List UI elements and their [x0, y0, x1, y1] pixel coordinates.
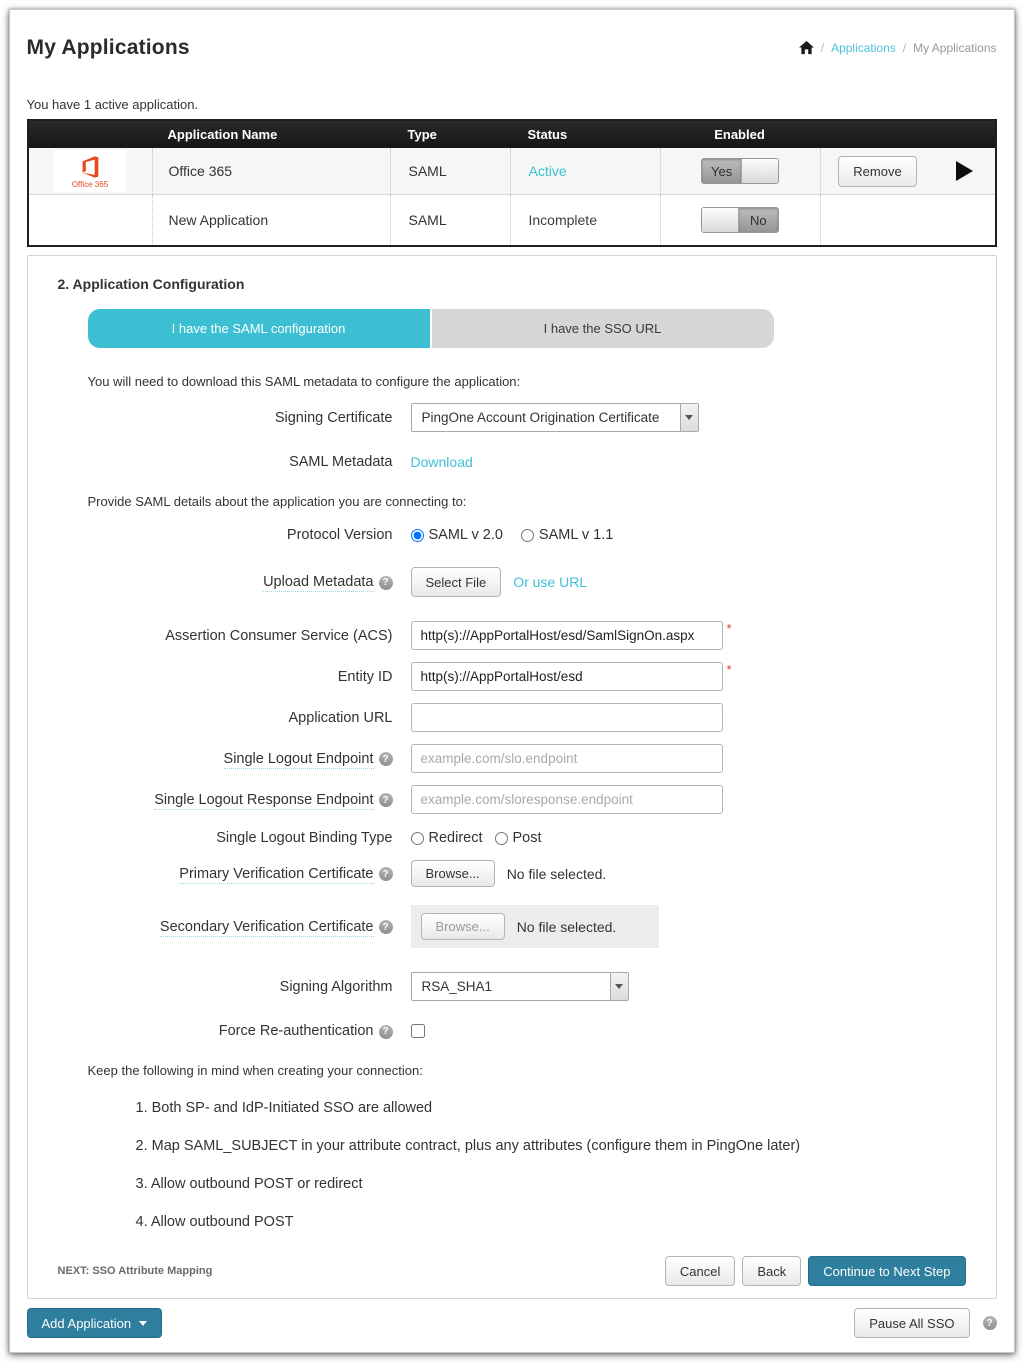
slo-endpoint-input[interactable]	[411, 744, 723, 773]
note-item-4: 4. Allow outbound POST	[135, 1214, 294, 1230]
protocol-version-label: Protocol Version	[286, 527, 393, 543]
note-item-1: 1. Both SP- and IdP-Initiated SSO are allowed	[135, 1100, 433, 1116]
next-step-hint: NEXT: SSO Attribute Mapping	[57, 1265, 213, 1277]
required-asterisk: *	[726, 662, 732, 677]
chevron-down-icon	[610, 973, 628, 1000]
continue-next-step-button[interactable]: Continue to Next Step	[808, 1256, 965, 1286]
app-name: Office 365	[152, 148, 390, 194]
app-status: Active	[510, 148, 660, 194]
signing-algorithm-value: RSA_SHA1	[421, 979, 493, 994]
download-instructions: You will need to download this SAML metadata to configure the application:	[87, 374, 521, 389]
applications-table	[27, 119, 997, 247]
page-header	[27, 36, 997, 60]
toggle-knob	[702, 208, 739, 232]
toggle-knob	[741, 159, 778, 183]
table-header-row	[29, 121, 995, 148]
application-configuration-panel	[27, 255, 997, 1299]
help-icon[interactable]: ?	[379, 867, 393, 881]
radio-post-input[interactable]	[495, 832, 508, 845]
select-file-button[interactable]: Select File	[411, 567, 502, 597]
office365-logo-caption: Office 365	[71, 179, 109, 189]
tab-saml-configuration[interactable]: I have the SAML configuration	[88, 309, 430, 348]
entity-id-input[interactable]	[411, 662, 723, 691]
signing-algorithm-select[interactable]	[411, 972, 629, 1001]
primary-cert-browse-button[interactable]: Browse...	[411, 860, 495, 887]
cancel-button[interactable]: Cancel	[665, 1256, 735, 1286]
toggle-no-label: No	[739, 208, 778, 232]
pause-all-sso-button[interactable]: Pause All SSO	[854, 1308, 969, 1338]
help-icon[interactable]: ?	[379, 1025, 393, 1039]
office365-logo-icon	[77, 154, 103, 180]
breadcrumb	[799, 41, 997, 55]
radio-saml-v1[interactable]: SAML v 1.1	[521, 527, 613, 543]
add-application-button[interactable]: Add Application	[27, 1308, 163, 1338]
application-url-input[interactable]	[411, 703, 723, 732]
download-link[interactable]: Download	[410, 454, 473, 470]
active-app-summary: You have 1 active application.	[26, 97, 199, 112]
expand-row-icon[interactable]	[956, 161, 973, 181]
secondary-cert-disabled-area	[411, 905, 659, 948]
my-applications-page	[9, 9, 1015, 1353]
signing-certificate-label: Signing Certificate	[274, 409, 393, 426]
column-header-status: Status	[527, 127, 568, 142]
secondary-cert-label: Secondary Verification Certificate ?	[58, 919, 393, 935]
breadcrumb-separator: /	[820, 41, 825, 55]
enabled-toggle-office365[interactable]	[701, 158, 779, 184]
toggle-yes-label: Yes	[702, 159, 741, 183]
page-title: My Applications	[26, 36, 190, 59]
force-reauth-label: Force Re-authentication ?	[58, 1023, 393, 1039]
home-icon[interactable]	[799, 41, 814, 55]
force-reauth-checkbox[interactable]	[411, 1024, 425, 1038]
acs-input[interactable]	[411, 621, 723, 650]
signing-certificate-value: PingOne Account Origination Certificate	[421, 410, 660, 425]
application-url-label: Application URL	[288, 709, 393, 726]
app-type: SAML	[390, 148, 510, 194]
upload-metadata-label: Upload Metadata ?	[58, 574, 393, 590]
table-row-office365	[29, 148, 995, 195]
help-icon[interactable]: ?	[379, 752, 393, 766]
breadcrumb-separator: /	[902, 41, 907, 55]
note-item-3: 3. Allow outbound POST or redirect	[135, 1176, 363, 1192]
breadcrumb-current: My Applications	[913, 41, 997, 55]
saml-metadata-label: SAML Metadata	[289, 454, 393, 470]
section-title: 2. Application Configuration	[57, 276, 245, 292]
notes-intro: Keep the following in mind when creating your connection:	[87, 1063, 423, 1078]
slo-binding-type-label: Single Logout Binding Type	[216, 830, 393, 846]
radio-saml-v2-input[interactable]	[411, 529, 424, 542]
caret-down-icon	[139, 1321, 147, 1326]
configuration-tabs	[88, 309, 774, 348]
details-instructions: Provide SAML details about the application you are connecting to:	[87, 494, 467, 509]
help-icon[interactable]: ?	[983, 1316, 997, 1330]
primary-cert-file-status: No file selected.	[506, 865, 607, 882]
slo-endpoint-label: Single Logout Endpoint ?	[58, 751, 393, 767]
signing-algorithm-label: Signing Algorithm	[279, 978, 393, 995]
column-header-type: Type	[407, 127, 437, 142]
enabled-toggle-new-application[interactable]	[701, 207, 779, 233]
entity-id-label: Entity ID	[337, 668, 393, 685]
back-button[interactable]: Back	[742, 1256, 801, 1286]
signing-certificate-select[interactable]	[411, 403, 699, 432]
acs-label: Assertion Consumer Service (ACS)	[165, 627, 393, 644]
primary-cert-label: Primary Verification Certificate ?	[58, 866, 393, 882]
required-asterisk: *	[726, 621, 732, 636]
radio-saml-v2[interactable]: SAML v 2.0	[411, 527, 503, 543]
help-icon[interactable]: ?	[379, 920, 393, 934]
help-icon[interactable]: ?	[379, 793, 393, 807]
note-item-2: 2. Map SAML_SUBJECT in your attribute contract, plus any attributes (configure them in PingOne later)	[135, 1138, 801, 1154]
slo-response-endpoint-label: Single Logout Response Endpoint ?	[58, 792, 393, 808]
radio-post[interactable]: Post	[495, 830, 542, 846]
use-url-link[interactable]: Or use URL	[513, 574, 588, 590]
tab-sso-url[interactable]: I have the SSO URL	[432, 309, 774, 348]
radio-saml-v1-input[interactable]	[521, 529, 534, 542]
table-row-new-application	[29, 195, 995, 245]
chevron-down-icon	[680, 404, 698, 431]
slo-response-endpoint-input[interactable]	[411, 785, 723, 814]
help-icon[interactable]: ?	[379, 576, 393, 590]
app-type: SAML	[390, 195, 510, 245]
office365-logo	[54, 150, 126, 192]
radio-redirect-input[interactable]	[411, 832, 424, 845]
secondary-cert-browse-button[interactable]: Browse...	[421, 913, 505, 940]
column-header-enabled: Enabled	[714, 127, 765, 142]
secondary-cert-file-status: No file selected.	[516, 918, 617, 935]
breadcrumb-link-applications[interactable]: Applications	[831, 41, 896, 55]
app-status: Incomplete	[510, 195, 660, 245]
column-header-application-name: Application Name	[167, 127, 278, 142]
radio-redirect[interactable]: Redirect	[411, 830, 483, 846]
remove-button[interactable]: Remove	[838, 156, 916, 187]
app-name: New Application	[152, 195, 390, 245]
